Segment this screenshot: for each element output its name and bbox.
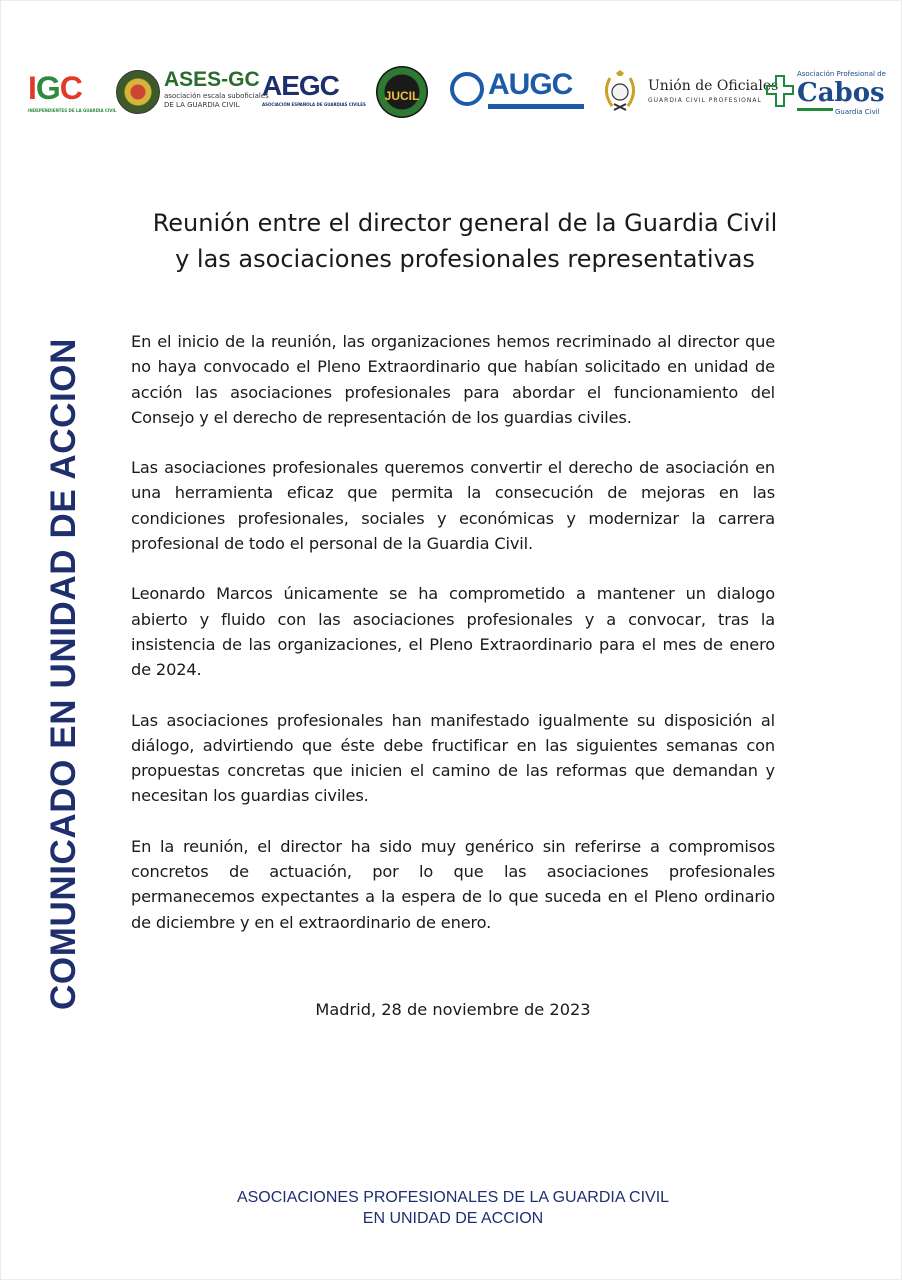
union-name: Unión de Oficiales — [648, 78, 779, 94]
ases-gc-logo — [116, 64, 269, 120]
paragraph: Las asociaciones profesionales queremos convertir el derecho de asociación en una herramienta eficaz que permita la consecución de mejoras en las condiciones profesionales, sociales y económicas y modernizar la carrera profesional de todo el personal de la Guardia Civil. — [131, 458, 775, 554]
laurel-emblem-icon — [600, 70, 640, 112]
cabos-logo — [765, 64, 886, 120]
dateline: Madrid, 28 de noviembre de 2023 — [315, 1000, 591, 1019]
title-line-2: y las asociaciones profesionales representativas — [175, 245, 755, 273]
aegc-name: AEGC — [262, 70, 339, 101]
aegc-logo — [262, 64, 366, 120]
ases-seal-icon — [116, 70, 160, 114]
paragraph: Leonardo Marcos únicamente se ha comprometido a mantener un dialogo abierto y fluido con las asociaciones profesionales y a convocar, tras la insistencia de las organizaciones, el Pleno Extraordinario para el mes de enero de 2024. — [131, 584, 775, 680]
ases-gc-subtitle: asociación escala suboficiales DE LA GUARDIA CIVIL — [164, 92, 269, 109]
paragraph: En el inicio de la reunión, las organizaciones hemos recriminado al director que no haya convocado el Pleno Extraordinario que habían solicitado en unidad de acción las asociaciones profesionales para abordar el funcionamiento del Consejo y el derecho de representación de los guardias civiles. — [131, 332, 775, 427]
cabos-line1: Asociación Profesional de — [797, 70, 886, 78]
paragraph: Las asociaciones profesionales han manifestado igualmente su disposición al diálogo, advirtiendo que éste debe fructificar en las siguientes semanas con propuestas concretas que inicien el camino de las reformas que demandan y necesitan los guardias civiles. — [131, 710, 775, 806]
paragraph: En la reunión, el director ha sido muy genérico sin referirse a compromisos concretos de actuación, por lo que las asociaciones profesionales permanecemos expectantes a la espera de lo que suceda en el Pleno ordinario de diciembre y en el extraordinario de enero. — [131, 836, 775, 932]
union-oficiales-logo — [600, 64, 779, 120]
document-body — [131, 329, 775, 960]
jucil-name: JUCIL — [384, 89, 420, 103]
augc-subtitle-bar — [488, 104, 584, 109]
augc-logo — [450, 64, 586, 120]
cross-emblem-icon — [765, 74, 795, 108]
title-line-1: Reunión entre el director general de la Guardia Civil — [152, 209, 778, 237]
igc-logo-mark: IGC — [28, 70, 82, 106]
side-banner-text: COMUNICADO EN UNIDAD DE ACCION — [44, 338, 83, 1010]
augc-ring-icon — [450, 72, 484, 106]
aegc-subtitle: ASOCIACIÓN ESPAÑOLA DE GUARDIAS CIVILES — [262, 102, 366, 107]
footer-line-2: EN UNIDAD DE ACCION — [362, 1210, 544, 1227]
igc-logo-tagline: INDEPENDIENTES DE LA GUARDIA CIVIL — [28, 108, 117, 113]
association-logos — [28, 64, 886, 120]
igc-logo — [28, 64, 117, 120]
jucil-logo — [374, 64, 434, 120]
ases-gc-name: ASES-GC — [164, 68, 260, 91]
document-title — [110, 205, 820, 277]
cabos-name: Cabos — [797, 78, 885, 108]
cabos-accent-bar — [797, 108, 833, 111]
augc-name: AUGC — [488, 68, 573, 101]
union-subtitle: GUARDIA CIVIL PROFESIONAL — [648, 97, 762, 104]
footer-line-1: ASOCIACIONES PROFESIONALES DE LA GUARDIA CIVIL — [236, 1189, 670, 1206]
footer — [150, 1187, 756, 1229]
cabos-line3: Guardia Civil — [835, 108, 880, 116]
